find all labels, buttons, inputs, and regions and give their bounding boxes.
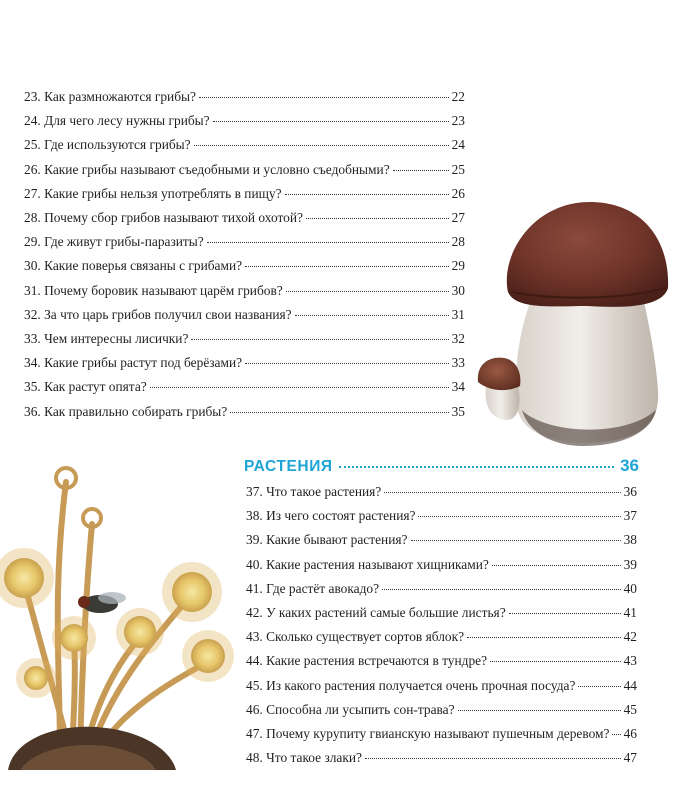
leader-dots xyxy=(295,315,449,316)
leader-dots xyxy=(245,266,449,267)
toc-entry-title: 45. Из какого растения получается очень прочная посуда? xyxy=(246,677,576,693)
toc-entry-page: 31 xyxy=(451,306,465,322)
leader-dots xyxy=(286,291,449,292)
toc-entry[interactable] xyxy=(246,702,637,718)
toc-entry[interactable] xyxy=(246,629,637,645)
toc-entry[interactable] xyxy=(24,162,465,178)
toc-entry-page: 27 xyxy=(451,210,465,225)
toc-entry[interactable] xyxy=(24,307,465,323)
leader-dots xyxy=(393,170,449,171)
leader-dots xyxy=(285,194,449,195)
toc-entry[interactable] xyxy=(24,283,465,299)
toc-entry-page: 44 xyxy=(623,677,637,693)
toc-entry-page: 28 xyxy=(451,234,465,250)
toc-entry[interactable] xyxy=(24,186,465,202)
toc-entry-title: 34. Какие грибы растут под берёзами? xyxy=(24,355,243,371)
leader-dots xyxy=(191,339,448,340)
toc-entry[interactable] xyxy=(246,726,637,742)
leader-dots xyxy=(384,492,620,493)
toc-entry-page: 33 xyxy=(451,355,465,371)
toc-entry-page: 39 xyxy=(623,556,637,572)
toc-entry-page: 24 xyxy=(451,137,465,153)
toc-entry-title: 35. Как растут опята? xyxy=(24,379,147,395)
toc-entry-page: 36 xyxy=(623,484,637,499)
leader-dots xyxy=(245,363,449,364)
toc-entry-page: 47 xyxy=(623,750,637,766)
toc-entry-title: 38. Из чего состоят растения? xyxy=(246,508,416,524)
toc-entry-page: 45 xyxy=(623,701,637,717)
toc-entry-page: 34 xyxy=(451,379,465,395)
toc-entry-page: 30 xyxy=(451,282,465,298)
toc-entry-title: 32. За что царь грибов получил свои названия? xyxy=(24,306,292,322)
toc-entry-title: 23. Как размножаются грибы? xyxy=(24,89,196,104)
toc-entry-title: 40. Какие растения называют хищниками? xyxy=(246,556,489,572)
toc-entry-title: 44. Какие растения встречаются в тундре? xyxy=(246,653,488,669)
toc-entry-title: 30. Какие поверья связаны с грибами? xyxy=(24,258,243,274)
leader-dots xyxy=(578,686,620,687)
toc-entry-title: 29. Где живут грибы-паразиты? xyxy=(24,234,204,250)
toc-entry[interactable] xyxy=(24,234,465,250)
section-title: РАСТЕНИЯ xyxy=(244,458,333,475)
toc-entry-title: 36. Как правильно собирать грибы? xyxy=(24,403,228,419)
toc-entry-page: 26 xyxy=(451,185,465,201)
toc-entry-title: 47. Почему курупиту гвианскую называют пушечным деревом? xyxy=(246,726,610,741)
toc-entry[interactable] xyxy=(246,653,637,669)
leader-dots xyxy=(194,145,449,146)
leader-dots xyxy=(230,412,448,413)
toc-entry-page: 35 xyxy=(451,403,465,419)
toc-entry-page: 29 xyxy=(451,258,465,274)
toc-entry-title: 48. Что такое злаки? xyxy=(246,750,362,766)
toc-entry-title: 25. Где используются грибы? xyxy=(24,137,191,153)
toc-entry-title: 27. Какие грибы нельзя употреблять в пищу? xyxy=(24,185,282,201)
leader-dots xyxy=(467,637,621,638)
toc-entry-title: 37. Что такое растения? xyxy=(246,484,382,499)
toc-entry[interactable] xyxy=(246,532,637,548)
toc-entry[interactable] xyxy=(24,210,465,226)
toc-entry-title: 31. Почему боровик называют царём грибов? xyxy=(24,282,283,298)
toc-entry[interactable] xyxy=(246,484,637,500)
leader-dots xyxy=(382,589,621,590)
toc-entry[interactable] xyxy=(24,137,465,153)
toc-entry-page: 37 xyxy=(623,508,637,524)
toc-entry[interactable] xyxy=(246,581,637,597)
sundew-plant-image xyxy=(0,452,238,770)
toc-entry[interactable] xyxy=(24,404,465,420)
toc-entry-title: 24. Для чего лесу нужны грибы? xyxy=(24,113,210,129)
toc-entry-title: 42. У каких растений самые большие листья? xyxy=(246,605,506,620)
leader-dots xyxy=(365,758,621,759)
porcini-mushroom-image xyxy=(472,196,674,452)
toc-entry-page: 40 xyxy=(623,580,637,596)
toc-entry-title: 39. Какие бывают растения? xyxy=(246,532,408,548)
leader-dots xyxy=(411,540,621,541)
toc-entry-title: 41. Где растёт авокадо? xyxy=(246,580,380,596)
toc-entry-page: 22 xyxy=(451,89,465,104)
leader-dots xyxy=(492,565,621,566)
toc-entry-page: 43 xyxy=(623,653,637,669)
toc-entry[interactable] xyxy=(246,557,637,573)
toc-entry-title: 28. Почему сбор грибов называют тихой охотой? xyxy=(24,210,303,225)
leader-dots xyxy=(150,387,449,388)
leader-dots xyxy=(612,734,620,735)
section-header-plants[interactable] xyxy=(244,456,639,476)
toc-entry[interactable] xyxy=(246,750,637,766)
toc-entry[interactable] xyxy=(24,355,465,371)
toc-entry-title: 46. Способна ли усыпить сон-трава? xyxy=(246,701,455,717)
leader-dots xyxy=(418,516,620,517)
leader-dots xyxy=(213,121,449,122)
leader-dots xyxy=(199,97,449,98)
leader-dots xyxy=(490,661,621,662)
toc-entry-title: 43. Сколько существует сортов яблок? xyxy=(246,629,465,645)
toc-entry[interactable] xyxy=(24,113,465,129)
toc-entry-title: 26. Какие грибы называют съедобными и условно съедобными? xyxy=(24,161,390,177)
toc-entry[interactable] xyxy=(246,508,637,524)
toc-entry[interactable] xyxy=(246,605,637,621)
toc-entry[interactable] xyxy=(24,379,465,395)
toc-entry-page: 32 xyxy=(451,331,465,346)
leader-dots xyxy=(306,218,449,219)
toc-entry-title: 33. Чем интересны лисички? xyxy=(24,331,189,346)
toc-entry-page: 41 xyxy=(623,605,637,620)
section-page-number: 36 xyxy=(620,456,639,475)
toc-entry[interactable] xyxy=(24,89,465,105)
toc-entry[interactable] xyxy=(246,678,637,694)
leader-dots xyxy=(458,710,621,711)
toc-entry-page: 38 xyxy=(623,532,637,548)
toc-entry-page: 25 xyxy=(451,161,465,177)
leader-dots xyxy=(339,466,614,468)
leader-dots xyxy=(207,242,449,243)
toc-entry[interactable] xyxy=(24,258,465,274)
leader-dots xyxy=(509,613,621,614)
toc-entry-page: 23 xyxy=(451,113,465,129)
toc-entry[interactable] xyxy=(24,331,465,347)
toc-entry-page: 46 xyxy=(623,726,637,741)
toc-entry-page: 42 xyxy=(623,629,637,645)
